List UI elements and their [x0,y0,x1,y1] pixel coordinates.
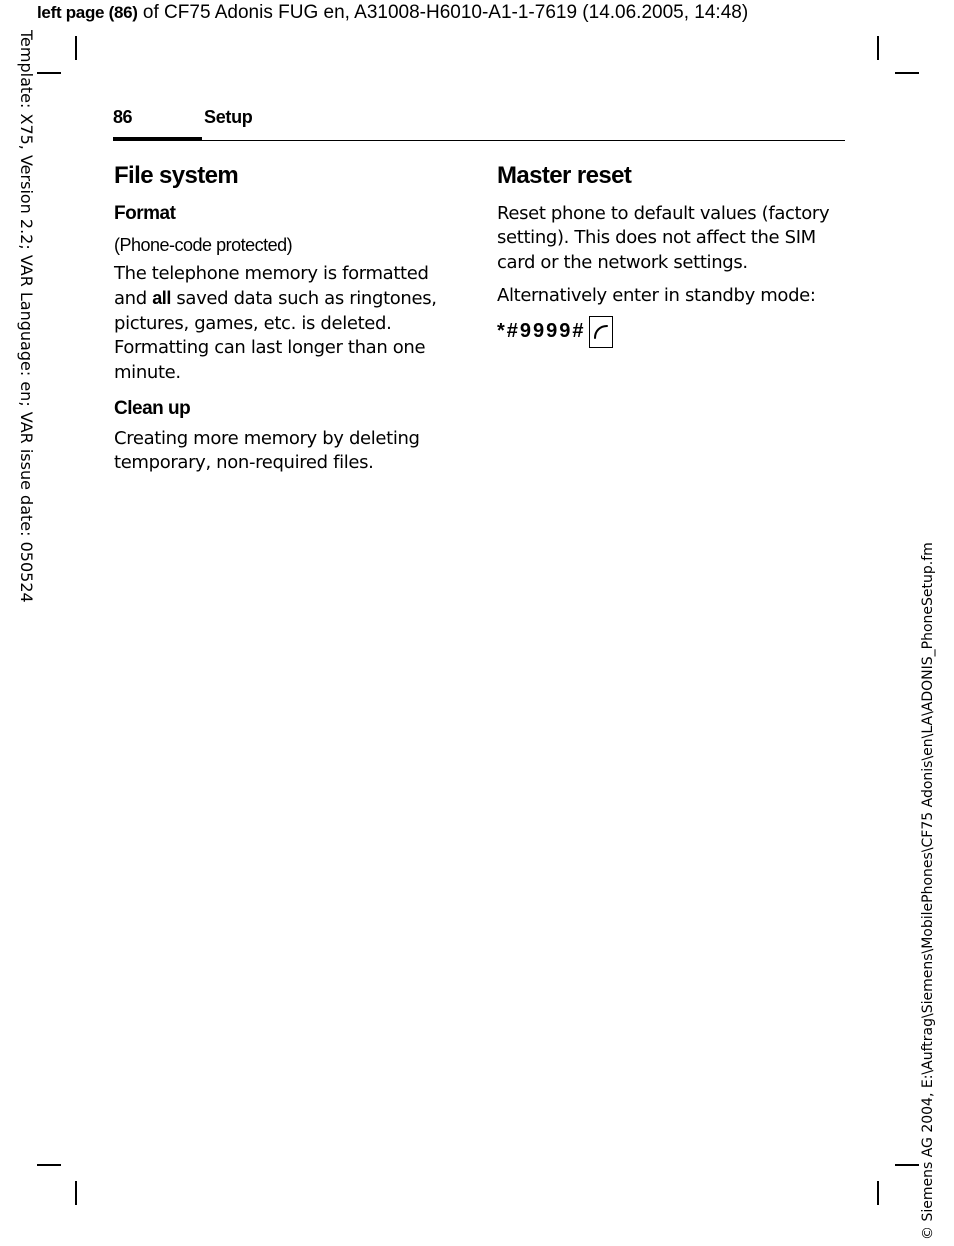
key-code: *#9999# [497,320,586,343]
format-text-1: The telephone memory is formatted and [114,263,429,310]
crop-mark [37,72,61,74]
master-reset-description: Reset phone to default values (factory setting). This does not affect the SIM card or the network settings. [497,203,830,273]
format-note: (Phone-code protected) [114,235,293,255]
crop-mark [75,36,77,60]
format-text-2: saved data such as ringtones, pictures, games, etc. is deleted. Formatting can last longer than one minute. [114,288,437,383]
crop-mark [37,1164,61,1166]
section-title: Setup [204,107,253,127]
call-key-icon [589,316,613,348]
format-heading: Format [114,203,176,224]
cleanup-description: Creating more memory by deleting temporary, non-required files. [114,428,420,474]
crop-mark [877,36,879,60]
crop-mark [75,1181,77,1205]
format-description [114,262,459,385]
header-rule [113,140,845,141]
page-header [113,107,845,143]
crop-mark [895,1164,919,1166]
key-sequence [497,314,842,350]
template-info: Template: X75, Version 2.2; VAR Language: en; VAR issue date: 050524 [17,30,36,603]
file-system-heading: File system [114,162,239,189]
print-metadata-page: left page (86) [37,3,138,22]
print-metadata [37,2,748,24]
cleanup-heading: Clean up [114,398,191,420]
master-reset-section [497,160,842,350]
format-emphasis: all [152,288,172,309]
crop-mark [895,72,919,74]
file-system-section [114,160,459,485]
page-number: 86 [113,107,133,127]
copyright-path: © Siemens AG 2004, E:\Auftrag\Siemens\MobilePhones\CF75 Adonis\en\LA\ADONIS_PhoneSetup.fm [920,542,936,1240]
master-reset-heading: Master reset [497,162,632,189]
crop-mark [877,1181,879,1205]
standby-instruction: Alternatively enter in standby mode: [497,285,816,307]
print-metadata-details: of CF75 Adonis FUG en, A31008-H6010-A1-1-7619 (14.06.2005, 14:48) [137,2,749,23]
